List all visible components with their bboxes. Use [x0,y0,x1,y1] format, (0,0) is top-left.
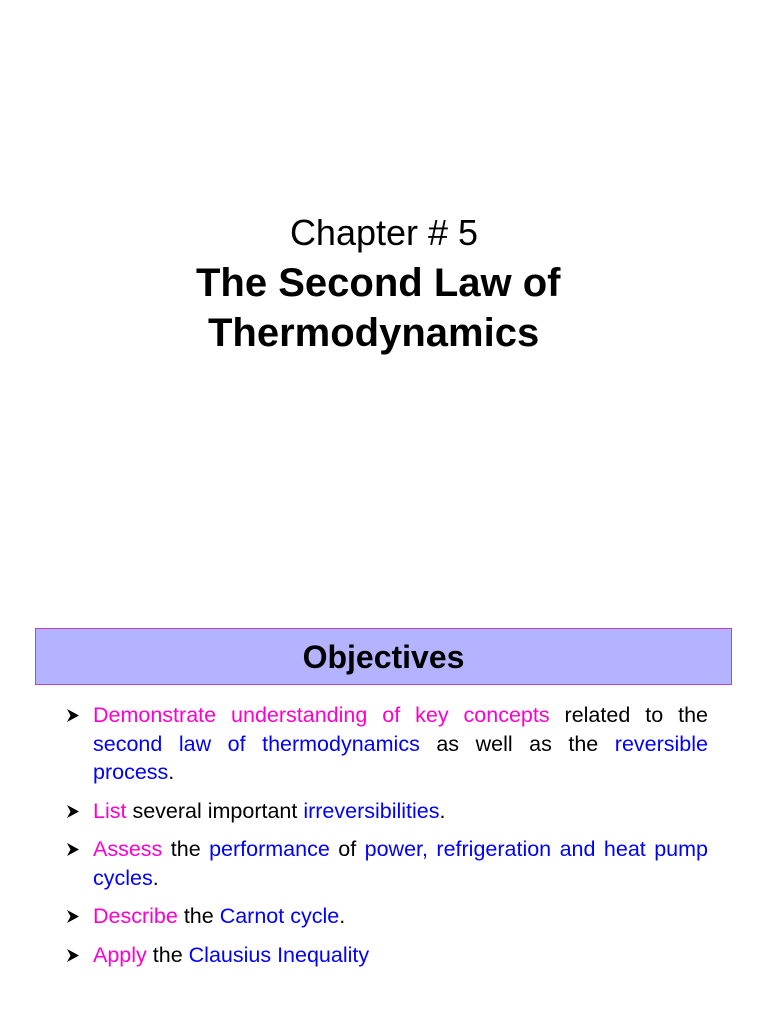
objectives-list [66,701,708,979]
objectives-banner [35,628,732,685]
objective-text-segment: the [162,837,210,861]
objective-item [66,902,708,931]
objective-item [66,701,708,787]
page-title-line-2: Thermodynamics [208,311,540,355]
objective-text-segment: several important [126,798,304,823]
objective-text-segment: as well as the [419,731,615,756]
objective-item [66,835,708,892]
arrowhead-bullet-icon [66,941,86,969]
objective-text-segment: reversible process [93,731,708,784]
arrowhead-bullet-icon [66,902,86,930]
objective-item [66,941,708,970]
objective-text-segment: power, refrigeration and heat pump cycles [93,837,708,890]
objective-text-segment: . [152,865,159,890]
objective-item [66,797,708,826]
objective-text-segment: the [146,942,189,967]
objective-text-segment: second law of thermodynamics [93,731,420,756]
objective-text-segment: . [439,798,446,823]
objective-text-segment: performance [209,837,330,861]
objective-text-segment: Demonstrate understanding of key concepts [93,703,550,727]
objective-text-segment: List [93,798,127,823]
chapter-label: Chapter # 5 [289,212,479,253]
objective-text-segment: Describe [93,904,178,928]
objective-text-segment: . [168,760,175,784]
arrowhead-bullet-icon [66,797,86,825]
objective-text-segment: the [177,904,220,928]
arrowhead-bullet-icon [66,701,86,729]
objective-text-segment: of [329,837,365,861]
page-title-line-1: The Second Law of [196,261,561,305]
objective-text-segment: Apply [93,942,147,967]
objective-text-segment: Clausius Inequality [188,942,370,967]
objective-text-segment: . [339,904,346,928]
objective-text-segment: Carnot cycle [219,904,340,928]
objective-text-segment: related to the [549,703,708,727]
objective-text-segment: Assess [93,837,163,861]
objectives-heading: Objectives [302,638,465,675]
objective-text-segment: irreversibilities [303,798,440,823]
arrowhead-bullet-icon [66,835,86,863]
